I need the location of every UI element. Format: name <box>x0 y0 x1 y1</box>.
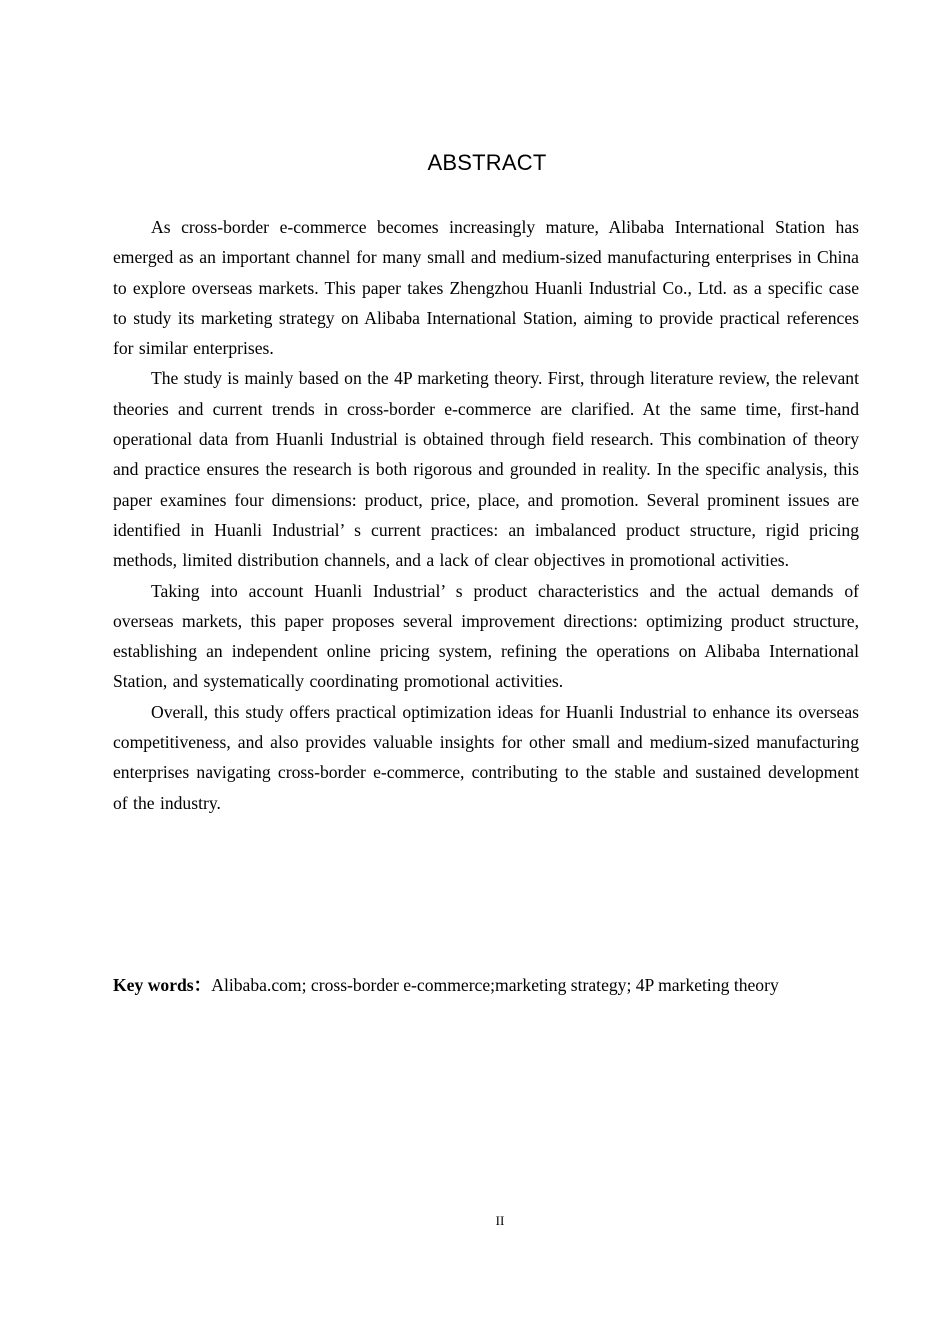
keywords-label: Key words： <box>113 975 212 995</box>
abstract-paragraph-2: The study is mainly based on the 4P marketing theory. First, through literature review, the relevant theories and current trends in cross-border e-commerce are clarified. At the same time, first-hand operational data from Huanli Industrial is obtained through field research. This combination of theory and practice ensures the research is both rigorous and grounded in reality. In the specific analysis, this paper examines four dimensions: product, price, place, and promotion. Several prominent issues are identified in Huanli Industrial’ s current practices: an imbalanced product structure, rigid pricing methods, limited distribution channels, and a lack of clear objectives in promotional activities. <box>113 368 859 571</box>
abstract-title: ABSTRACT <box>427 150 547 175</box>
abstract-body <box>113 212 859 818</box>
page-number: II <box>495 1213 505 1228</box>
abstract-paragraph-3: Taking into account Huanli Industrial’ s product characteristics and the actual demands of overseas markets, this paper proposes several improvement directions: optimizing product structure, establishing an independent online pricing system, refining the operations on Alibaba International Station, and systematically coordinating promotional activities. <box>113 580 859 692</box>
keywords-text: Alibaba.com; cross-border e-commerce;marketing strategy; 4P marketing theory <box>211 975 779 995</box>
abstract-paragraph-4: Overall, this study offers practical optimization ideas for Huanli Industrial to enhance its overseas competitiveness, and also provides valuable insights for other small and medium-sized manufacturing enterprises navigating cross-border e-commerce, contributing to the stable and sustained development of the industry. <box>113 701 859 813</box>
keywords-line <box>113 970 873 1000</box>
abstract-paragraph-1: As cross-border e-commerce becomes increasingly mature, Alibaba International Station has emerged as an important channel for many small and medium-sized manufacturing enterprises in China to explore overseas markets. This paper takes Zhengzhou Huanli Industrial Co., Ltd. as a specific case to study its marketing strategy on Alibaba International Station, aiming to provide practical references for similar enterprises. <box>113 217 859 359</box>
